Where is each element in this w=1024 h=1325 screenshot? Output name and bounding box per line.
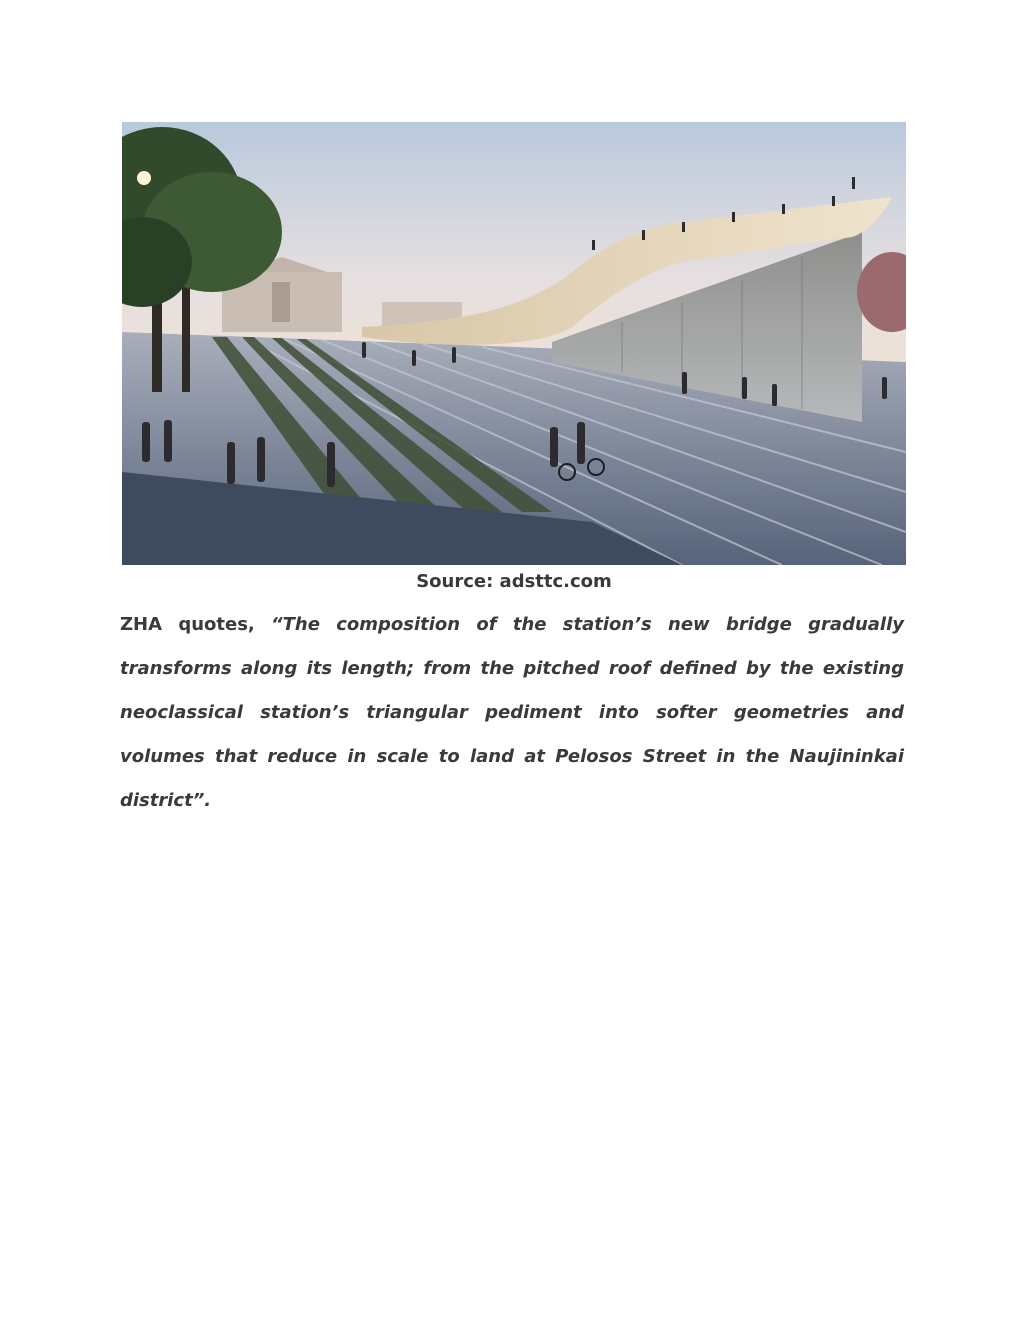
figure-caption: Source: adsttc.com	[416, 571, 612, 592]
paragraph-quote: “The composition of the station’s new bridge gradually transforms along its length; from the pitched roof defined by the existing neoclassical station’s triangular pediment into softer geometries and volumes that reduce in scale to land at Pelosos Street in the Naujininkai district”.	[120, 614, 904, 811]
station-render-image	[122, 122, 906, 565]
render-illustration	[122, 122, 906, 565]
quote-paragraph	[120, 603, 904, 823]
paragraph-lead: ZHA quotes,	[120, 614, 272, 635]
